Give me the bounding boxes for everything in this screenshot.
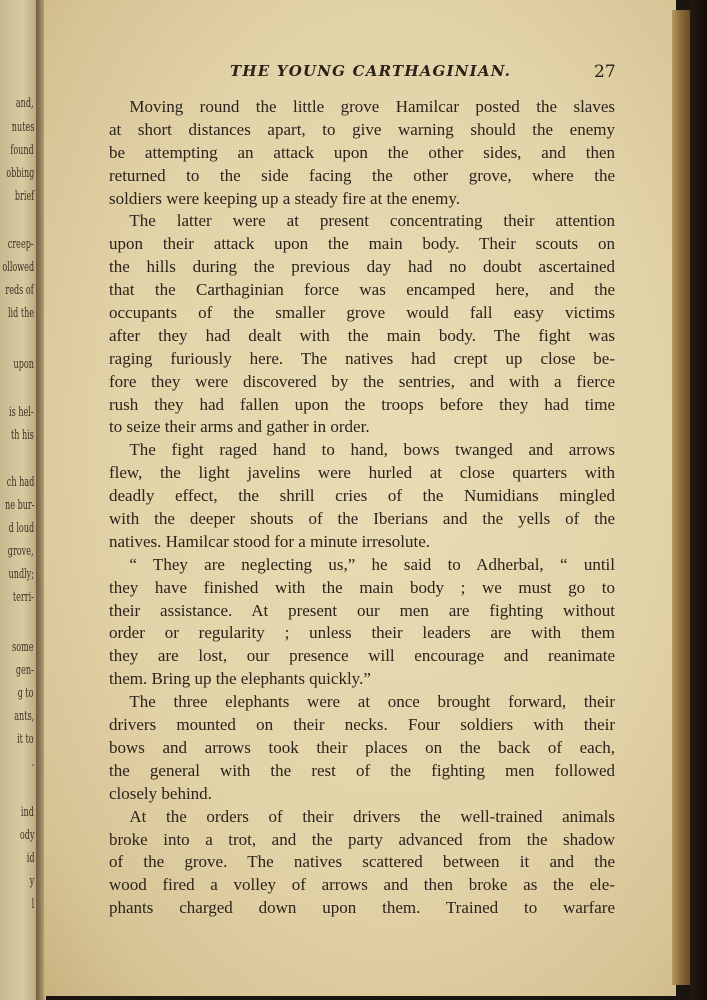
left-page-fragment: ind xyxy=(21,805,34,820)
left-page-fragment: ne bur- xyxy=(4,498,34,513)
text-line: they are lost, our presence will encourage and reanimate xyxy=(109,646,615,666)
left-page-fragment: terri- xyxy=(12,590,34,605)
left-page-fragment: creep- xyxy=(8,237,34,252)
left-page-fragment: nutes xyxy=(11,120,34,135)
text-line: after they had dealt with the main body. The fight was xyxy=(109,325,615,345)
left-page-fragment: y xyxy=(29,874,34,889)
text-line: Moving round the little grove Hamilcar posted the slaves xyxy=(129,97,615,116)
left-page-fragment: ollowed xyxy=(2,260,34,275)
left-page-strip xyxy=(0,0,38,1000)
left-page-fragment: obbing xyxy=(5,166,34,181)
text-line: their assistance. At present our men are fighting without xyxy=(109,600,615,620)
text-line: At the orders of their drivers the well-trained animals xyxy=(129,806,615,826)
text-line: closely behind. xyxy=(109,783,212,803)
text-line: wood fired a volley of arrows and then broke as the ele- xyxy=(109,875,615,895)
left-page-fragment: grove, xyxy=(8,544,34,559)
left-page-fragment: ody xyxy=(19,828,34,843)
text-line: that the Carthaginian force was encamped here, and the xyxy=(109,280,615,300)
text-line: phants charged down upon them. Trained to warfare xyxy=(109,898,615,918)
text-line: rush they had fallen upon the troops before they had time xyxy=(109,394,615,414)
text-line: bows and arrows took their places on the back of each, xyxy=(109,737,615,757)
text-line: with the deeper shouts of the Iberians and the yells of the xyxy=(109,509,615,529)
left-page-fragment: and, xyxy=(16,96,34,111)
left-page-fragment: g to xyxy=(18,686,34,701)
running-title: THE YOUNG CARTHAGINIAN. xyxy=(230,62,512,80)
text-line: them. Bring up the elephants quickly.” xyxy=(109,669,371,689)
text-line: soldiers were keeping up a steady fire at the enemy. xyxy=(109,188,461,208)
left-page-fragment: id xyxy=(26,851,34,866)
text-line: deadly effect, the shrill cries of the Numidians mingled xyxy=(109,486,615,506)
page-number: 27 xyxy=(594,62,616,82)
left-page-fragment: brief xyxy=(14,189,34,204)
text-line: natives. Hamilcar stood for a minute irresolute. xyxy=(109,531,431,551)
left-page-fragment: is hel- xyxy=(9,405,34,420)
left-page-fragment: gen- xyxy=(16,663,34,678)
left-page-fragment: ch had xyxy=(6,475,34,490)
text-line: of the grove. The natives scattered between it and the xyxy=(109,852,615,872)
text-line: upon their attack upon the main body. Their scouts on xyxy=(109,234,615,254)
left-page-fragment: upon xyxy=(13,357,34,372)
text-line: raging furiously here. The natives had crept up close be- xyxy=(109,348,615,368)
left-page-fragment: undly; xyxy=(8,567,34,582)
left-page-fragment: l xyxy=(31,897,34,912)
text-line: “ They are neglecting us,” he said to Adherbal, “ until xyxy=(129,554,615,574)
left-page-fragment: th his xyxy=(11,428,34,443)
left-page-fragment: some xyxy=(12,640,34,655)
left-page-fragment: reds of xyxy=(5,283,34,298)
text-line: the general with the rest of the fighting men followed xyxy=(109,760,615,780)
left-page-fragment: lid the xyxy=(7,306,34,321)
text-line: order or regularity ; unless their leaders are with them xyxy=(109,623,615,643)
text-line: at short distances apart, to give warning should the enemy xyxy=(109,119,615,139)
text-line: occupants of the smaller grove would fall easy victims xyxy=(109,303,615,323)
book-page xyxy=(44,0,676,996)
page-body-text xyxy=(109,96,615,920)
text-line: be attempting an attack upon the other sides, and then xyxy=(109,142,615,162)
text-line: The latter were at present concentrating their attention xyxy=(129,211,615,231)
text-line: flew, the light javelins were hurled at close quarters with xyxy=(109,463,615,483)
left-page-fragment: ants, xyxy=(14,709,34,724)
page-header xyxy=(44,58,676,86)
left-page-fragment: d loud xyxy=(8,521,34,536)
text-line: the hills during the previous day had no doubt ascertained xyxy=(109,257,615,277)
text-line: broke into a trot, and the party advanced from the shadow xyxy=(109,829,615,849)
text-line: The fight raged hand to hand, bows twanged and arrows xyxy=(129,440,615,460)
left-page-fragment: . xyxy=(31,755,34,770)
left-page-fragment: it to xyxy=(17,732,34,747)
text-line: to seize their arms and gather in order. xyxy=(109,417,370,437)
left-page-fragment: found xyxy=(10,143,34,158)
text-line: fore they were discovered by the sentries, and with a fierce xyxy=(109,371,615,391)
text-line: returned to the side facing the other grove, where the xyxy=(109,165,615,185)
text-line: The three elephants were at once brought forward, their xyxy=(129,692,615,712)
book-binding xyxy=(690,0,707,1000)
text-line: drivers mounted on their necks. Four soldiers with their xyxy=(109,715,615,735)
text-line: they have finished with the main body ; we must go to xyxy=(109,577,615,597)
